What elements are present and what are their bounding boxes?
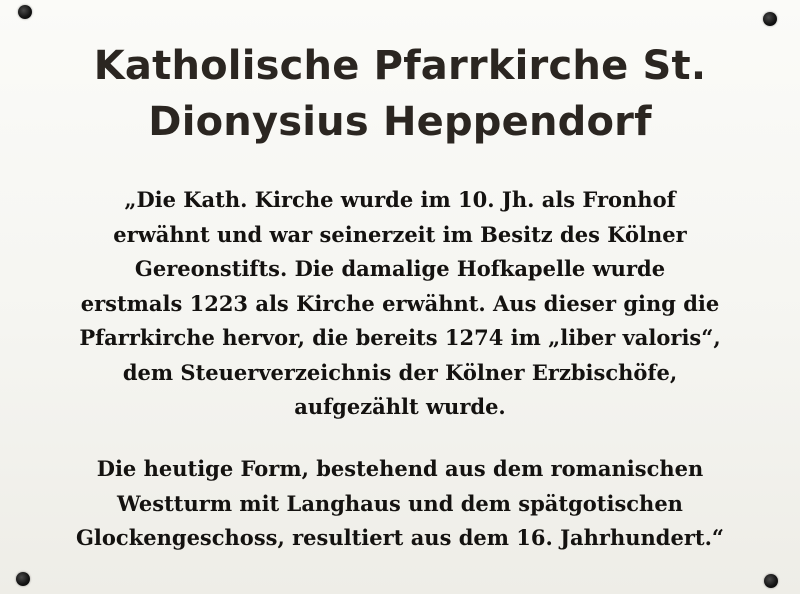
screw-top-right	[763, 12, 777, 26]
screw-bottom-right	[764, 574, 778, 588]
text-line: „Die Kath. Kirche wurde im 10. Jh. als Fronhof	[124, 187, 676, 212]
title-line: Katholische Pfarrkirche St.	[93, 43, 707, 89]
text-line: Gereonstifts. Die damalige Hofkapelle wurde	[134, 256, 666, 281]
plaque-title	[40, 38, 760, 150]
screw-top-left	[18, 5, 32, 19]
text-line: Pfarrkirche hervor, die bereits 1274 im „liber valoris“,	[79, 325, 721, 350]
text-line: erstmals 1223 als Kirche erwähnt. Aus dieser ging die	[80, 290, 720, 316]
text-line: Glockengeschoss, resultiert aus dem 16. Jahrhundert.“	[76, 525, 724, 550]
history-paragraph	[40, 183, 760, 425]
text-line: dem Steuerverzeichnis der Kölner Erzbischöfe,	[122, 359, 678, 385]
text-line: erwähnt und war seinerzeit im Besitz des Kölner	[113, 221, 687, 247]
current-form-paragraph	[40, 452, 760, 556]
title-line: Dionysius Heppendorf	[148, 99, 652, 145]
screw-bottom-left	[16, 572, 30, 586]
text-line: Westturm mit Langhaus und dem spätgotischen	[117, 490, 683, 516]
text-line: Die heutige Form, bestehend aus dem romanischen	[96, 456, 704, 481]
text-line: aufgezählt wurde.	[294, 394, 506, 419]
